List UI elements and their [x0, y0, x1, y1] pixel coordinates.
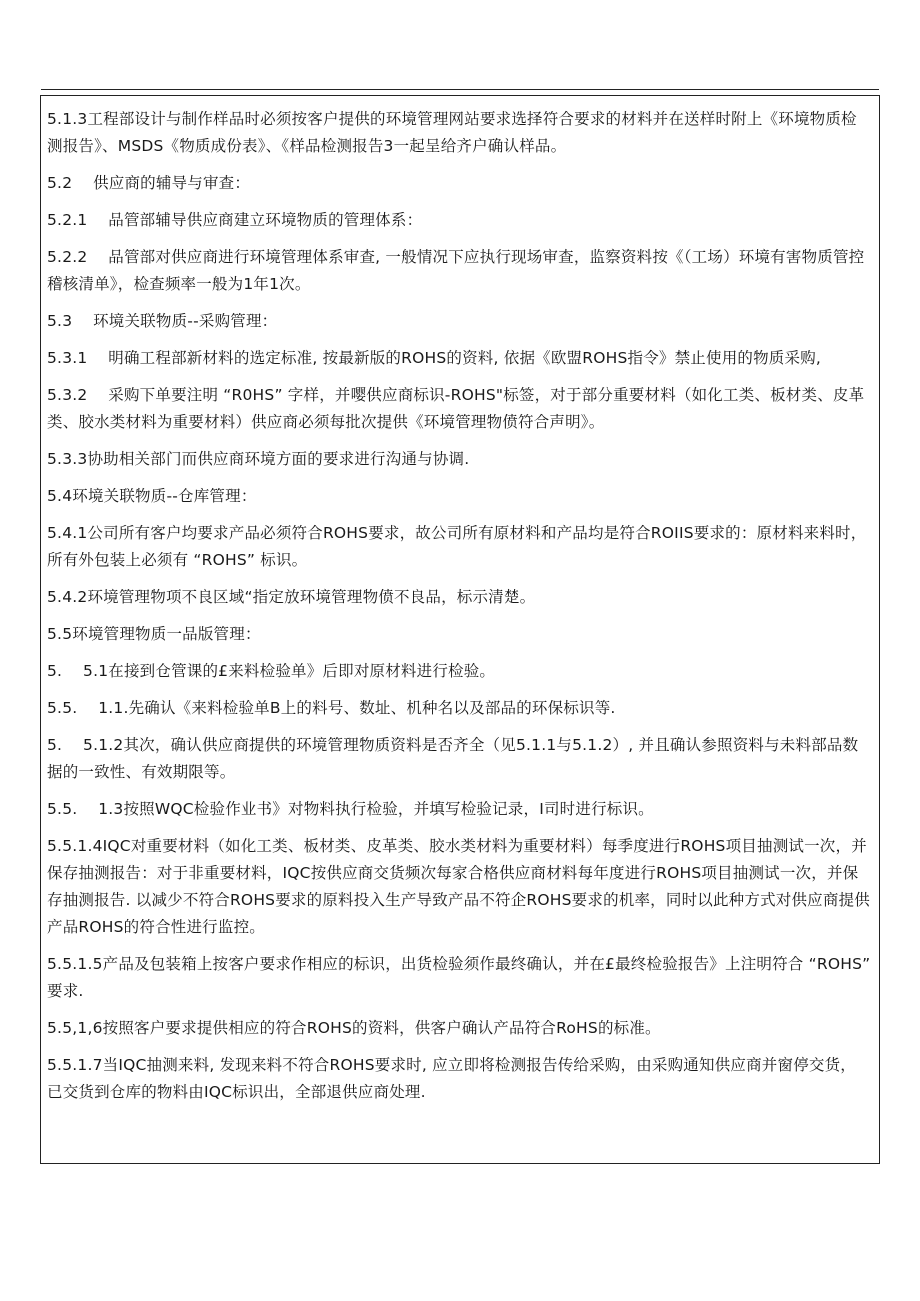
paragraph-5-3-1: 5.3.1 明确工程部新材料的选定标准, 按最新版的ROHS的资料, 依据《欧盟ROHS指令》禁止使用的物质采购, [47, 349, 822, 367]
paragraph-5-1-3: 5.1.3工程部设计与制作样品时必须按客户提供的环境管理网站要求选择符合要求的材料并在送样时附上《环境物质检测报告》、MSDS《物质成份表》、《样品检测报告3一起呈给齐户确认样品。 [47, 110, 857, 155]
paragraph-5-3: 5.3 环境关联物质--采购管理： [47, 312, 278, 330]
paragraph-5-5-1-4: 5.5.1.4IQC对重要材料（如化工类、板材类、皮革类、胶水类材料为重要材料）每季度进行ROHS项目抽测试一次，并保存抽测报告：对于非重要材料，IQC按供应商交货频次每家合格供应商材料每年度进行ROHS项目抽测试一次，并保存抽测报告. 以减少不符合ROHS要求的原料投入生产导致产品不符企ROHS要求的机率，同时以此种方式对供应商提供产品ROHS的符合性进行监控。 [47, 837, 870, 936]
paragraph-5-4: 5.4环境关联物质--仓库管理： [47, 487, 257, 505]
paragraph-5-5-1-7: 5.5.1.7当IQC抽测来料, 发现来料不符合ROHS要求时, 应立即将检测报告传给采购，由采购通知供应商并窗停交货，已交货到仓库的物料由IQC标识出，全部退供应商处理. [47, 1056, 856, 1101]
paragraph-5-2: 5.2 供应商的辅导与审查： [47, 174, 251, 192]
paragraph-5-3-3: 5.3.3协助相关部门而供应商环境方面的要求进行沟通与协调. [47, 450, 470, 468]
paragraph-5-4-1: 5.4.1公司所有客户均要求产品必须符合ROHS要求，故公司所有原材料和产品均是符合ROIIS要求的：原材料来料时，所有外包装上必须有 “ROHS” 标识。 [47, 524, 867, 569]
paragraph-5-5-1-3: 5.5. 1.3按照WQC检验作业书》对物料执行检验，并填写检验记录，I司时进行标识。 [47, 800, 654, 818]
paragraph-5-5: 5.5环境管理物质一品版管理： [47, 625, 261, 643]
paragraph-5-4-2: 5.4.2环境管理物项不良区域“指定放环境管理物偾不良品，标示清楚。 [47, 588, 536, 606]
paragraph-5-2-1: 5.2.1 品管部辅导供应商建立环境物质的管理体系： [47, 211, 423, 229]
paragraph-5-5-1-6: 5.5,1,6按照客户要求提供相应的符合ROHS的资料，供客户确认产品符合RoHS的标准。 [47, 1019, 661, 1037]
paragraph-5-5-1: 5. 5.1在接到仓管课的£来料检验单》后即对原材料进行检验。 [47, 662, 496, 680]
paragraph-5-5-1-5: 5.5.1.5产品及包装箱上按客户要求作相应的标识，出货检验须作最终确认，并在£最终检验报告》上注明符合 “ROHS” 要求. [47, 955, 871, 1000]
paragraph-5-3-2: 5.3.2 采购下单要注明 “R0HS” 字样，并嘤供应商标识-ROHS"标签，对于部分重要材料（如化工类、板材类、皮革类、胶水类材料为重要材料）供应商必须每批次提供《环境管理物偾符合声明》。 [47, 386, 865, 431]
paragraph-5-2-2: 5.2.2 品管部对供应商进行环境管理体系审查, 一般情况下应执行现场审查，监察资料按《（工场）环境有害物质管控稽核清单》，检查频率一般为1年1次。 [47, 248, 865, 293]
paragraph-5-5-1-1: 5.5. 1.1.先确认《来料检验单B上的料号、数址、机种名以及部品的环保标识等. [47, 699, 616, 717]
document-frame [40, 95, 880, 1164]
document-body [47, 106, 871, 1116]
paragraph-5-5-1-2: 5. 5.1.2其次，确认供应商提供的环境管理物质资料是否齐全（见5.1.1与5.1.2）, 并且确认参照资料与未料部品数据的一致性、有效期限等。 [47, 736, 859, 781]
